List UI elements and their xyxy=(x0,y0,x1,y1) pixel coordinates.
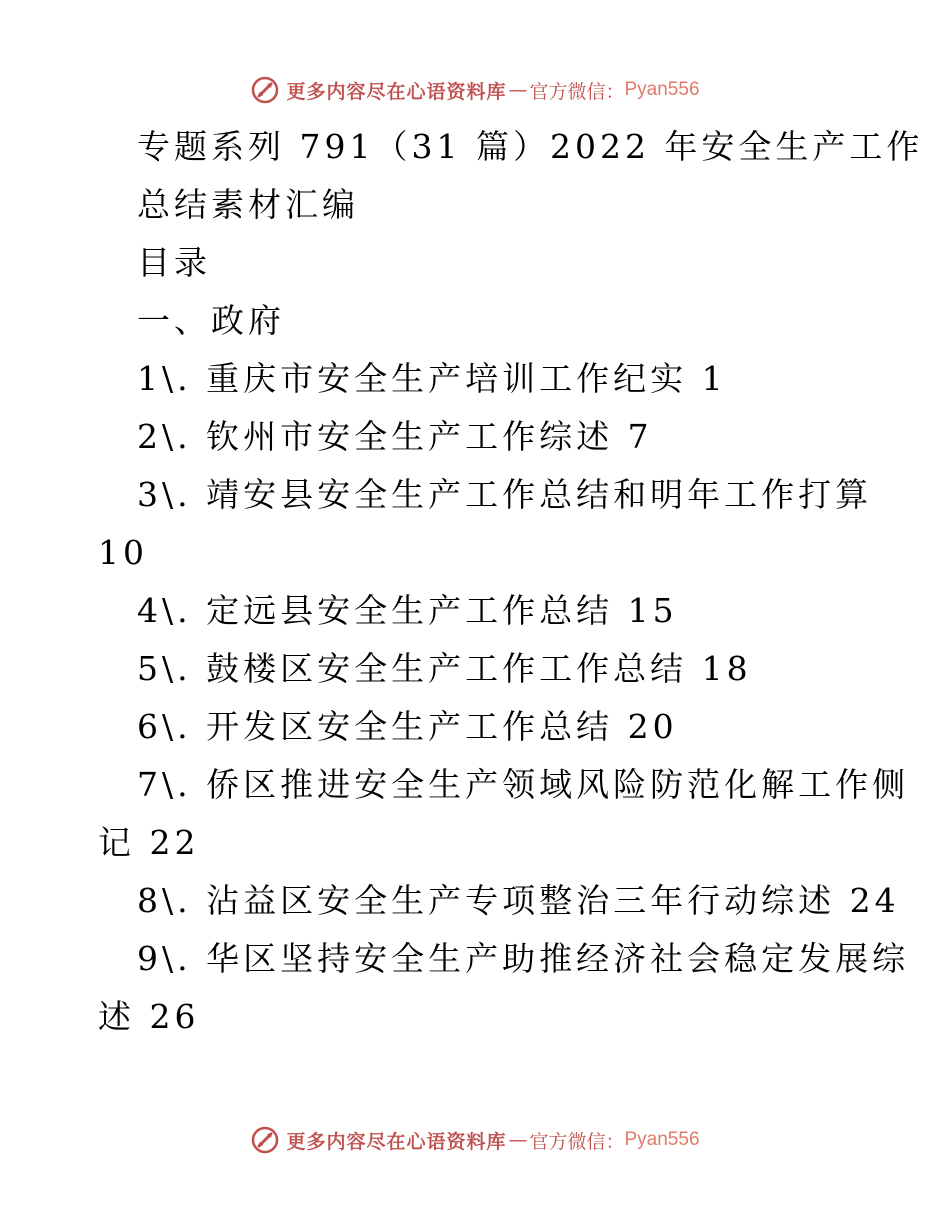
toc-item-8[interactable]: 8\. 沾益区安全生产专项整治三年行动综述 24 xyxy=(137,881,900,920)
toc-item-1[interactable]: 1\. 重庆市安全生产培训工作纪实 1 xyxy=(137,359,727,398)
toc-item-5[interactable]: 5\. 鼓楼区安全生产工作工作总结 18 xyxy=(137,649,752,688)
toc-item-4[interactable]: 4\. 定远县安全生产工作总结 15 xyxy=(137,591,678,630)
section-heading: 一、政府 xyxy=(137,301,285,340)
watermark-id: Pyan556 xyxy=(624,1129,700,1150)
toc-item-2[interactable]: 2\. 钦州市安全生产工作综述 7 xyxy=(137,417,653,456)
toc-item-3[interactable]: 3\. 靖安县安全生产工作总结和明年工作打算 xyxy=(137,475,873,514)
toc-item-6[interactable]: 6\. 开发区安全生产工作总结 20 xyxy=(137,707,678,746)
watermark-header xyxy=(0,70,950,110)
toc-item-3-continued[interactable]: 10 xyxy=(98,533,148,572)
watermark-dash: — xyxy=(508,1129,528,1151)
toc-item-7-continued[interactable]: 记 22 xyxy=(98,823,200,862)
toc-item-7[interactable]: 7\. 侨区推进安全生产领域风险防范化解工作侧 xyxy=(137,765,910,804)
watermark-text: 更多内容尽在心语资料库 xyxy=(286,1130,507,1153)
watermark-footer xyxy=(0,1120,950,1160)
toc-item-9[interactable]: 9\. 华区坚持安全生产助推经济社会稳定发展综 xyxy=(137,939,910,978)
doc-title-line-2: 总结素材汇编 xyxy=(137,185,359,224)
watermark-dash: — xyxy=(508,79,528,101)
watermark-text: 更多内容尽在心语资料库 xyxy=(286,80,507,103)
watermark-id: Pyan556 xyxy=(624,79,700,100)
toc-heading: 目录 xyxy=(137,243,211,282)
doc-title-line-1: 专题系列 791（31 篇）2022 年安全生产工作 xyxy=(137,127,924,166)
brush-logo-icon xyxy=(250,1125,280,1155)
toc-item-9-continued[interactable]: 述 26 xyxy=(98,997,200,1036)
watermark-official: 官方微信： xyxy=(529,80,625,103)
brush-logo-icon xyxy=(250,75,280,105)
document-body xyxy=(0,118,950,1046)
watermark-official: 官方微信： xyxy=(529,1130,625,1153)
